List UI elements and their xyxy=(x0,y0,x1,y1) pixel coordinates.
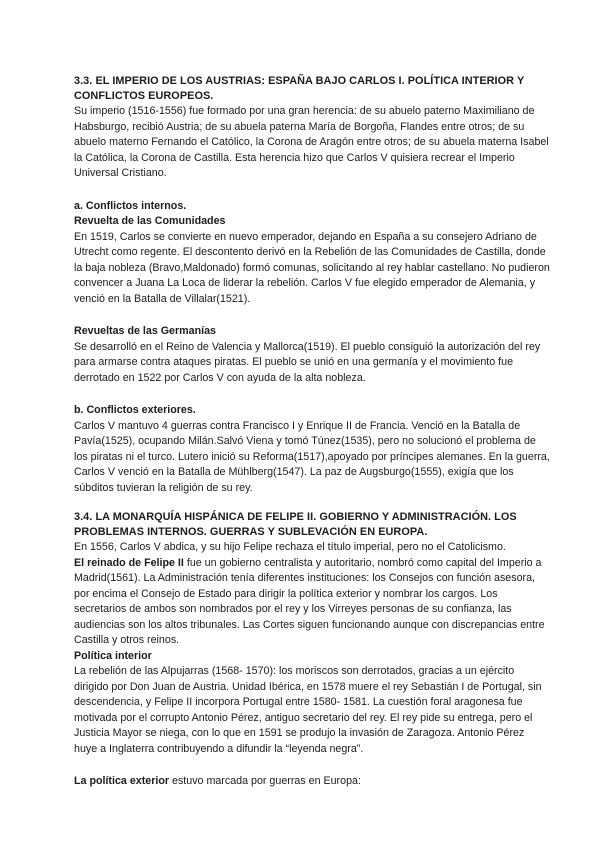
exterior-text: estuvo marcada por guerras en Europa: xyxy=(169,775,361,787)
section-title-felipe: 3.4. LA MONARQUÍA HISPÁNICA DE FELIPE II. GOBIERNO Y ADMINISTRACIÓN. LOS PROBLEMAS INTERNOS. GUERRAS Y SUBLEVACIÓN EN EUROPA. xyxy=(74,511,517,538)
paragraph-herencia: Su imperio (1516-1556) fue formado por una gran herencia: de su abuelo paterno Maximiliano de Habsburgo, recibió Austria; de su abuela paterna María de Borgoña, Flandes entre otros; de su abuelo materno Fernando el Católico, la Corona de Aragón entre otros; de su abuela materna Isabel la Católica, la Corona de Castilla. Esta herencia hizo que Carlos V quisiera recrear el Imperio Universal Cristiano. xyxy=(74,105,549,179)
paragraph-conflictos-exteriores: Carlos V mantuvo 4 guerras contra Francisco I y Enrique II de Francia. Venció en la Batalla de Pavía(1525), ocupando Milán.Salvó Viena y tomó Túnez(1535), pero no solucionó el problema de los piratas ni el turco. Lutero inició su Reforma(1517),apoyado por príncipes alemanes. En la guerra, Carlos V venció en la Batalla de Mühlberg(1547). La paz de Augsburgo(1555), exigía que los súbditos tuvieran la religión de su rey. xyxy=(74,419,550,494)
paragraph-comunidades: En 1519, Carlos se convierte en nuevo emperador, dejando en España a su consejero Adriano de Utrecht como regente. El descontento derivó en la Rebelión de las Comunidades de Castilla, donde la baja nobleza (Bravo,Maldonado) formó comunas, solicitando al rey hablar castellano. No pudieron convencer a Juana La Loca de liderar la rebelión. Carlos V fue elegido emperador de Alemania, y venció en la Batalla de Villalar(1521). xyxy=(74,230,550,305)
reinado-text: fue un gobierno centralista y autoritario, nombró como capital del Imperio a Madrid(1561). La Administración tenía diferentes instituciones: los Consejos con función asesora, por encima el Consejo de Estado para dirigir la política exterior y nombrar los cargos. Los secretarios de ambos son nombrados por el rey y los Virreyes personas de su confianza, las audiencias son los altos tribunales. Las Cortes siguen funcionando aunque con discrepancias entre Castilla y otros reinos. xyxy=(74,556,545,646)
paragraph-reinado xyxy=(74,556,550,649)
heading-comunidades: Revuelta de las Comunidades xyxy=(74,215,226,227)
paragraph-abdicacion: En 1556, Carlos V abdica, y su hijo Felipe rechaza el título imperial, pero no el Catolicismo. xyxy=(74,541,506,553)
heading-germanias: Revueltas de las Germanías xyxy=(74,325,216,337)
heading-conflictos-internos: a. Conflictos internos. xyxy=(74,199,187,212)
heading-conflictos-exteriores: b. Conflictos exteriores. xyxy=(74,404,196,416)
reinado-bold-label: El reinado de Felipe II xyxy=(74,556,184,569)
paragraph-politica-exterior xyxy=(74,774,550,790)
exterior-bold-label: La política exterior xyxy=(74,775,170,787)
paragraph-politica-interior: La rebelión de las Alpujarras (1568- 1570): los moriscos son derrotados, gracias a un ejército dirigido por Don Juan de Austria. Unidad Ibérica, en 1578 muere el rey Sebastián I de Portugal, sin descendencia, y Felipe II incorpora Portugal entre 1580- 1581. La cuestión foral aragonesa fue motivada por el corrupto Antonio Pérez, antiguo secretario del rey. El rey pide su entrega, pero el Justicia Mayor se niega, con lo que en 1591 se produjo la invasión de Zaragoza. Antonio Pérez huye a Inglaterra contribuyendo a difundir la “leyenda negra”. xyxy=(74,665,542,755)
paragraph-germanias: Se desarrolló en el Reino de Valencia y Mallorca(1519). El pueblo consiguió la autorización del rey para armarse contra ataques piratas. El pueblo se unió en una germanía y el movimiento fue derrotado en 1522 por Carlos V con ayuda de la alta nobleza. xyxy=(74,340,541,384)
heading-politica-interior: Política interior xyxy=(74,649,152,662)
section-title-carlos: 3.3. EL IMPERIO DE LOS AUSTRIAS: ESPAÑA BAJO CARLOS I. POLÍTICA INTERIOR Y CONFLICTOS EUROPEOS. xyxy=(74,75,525,102)
